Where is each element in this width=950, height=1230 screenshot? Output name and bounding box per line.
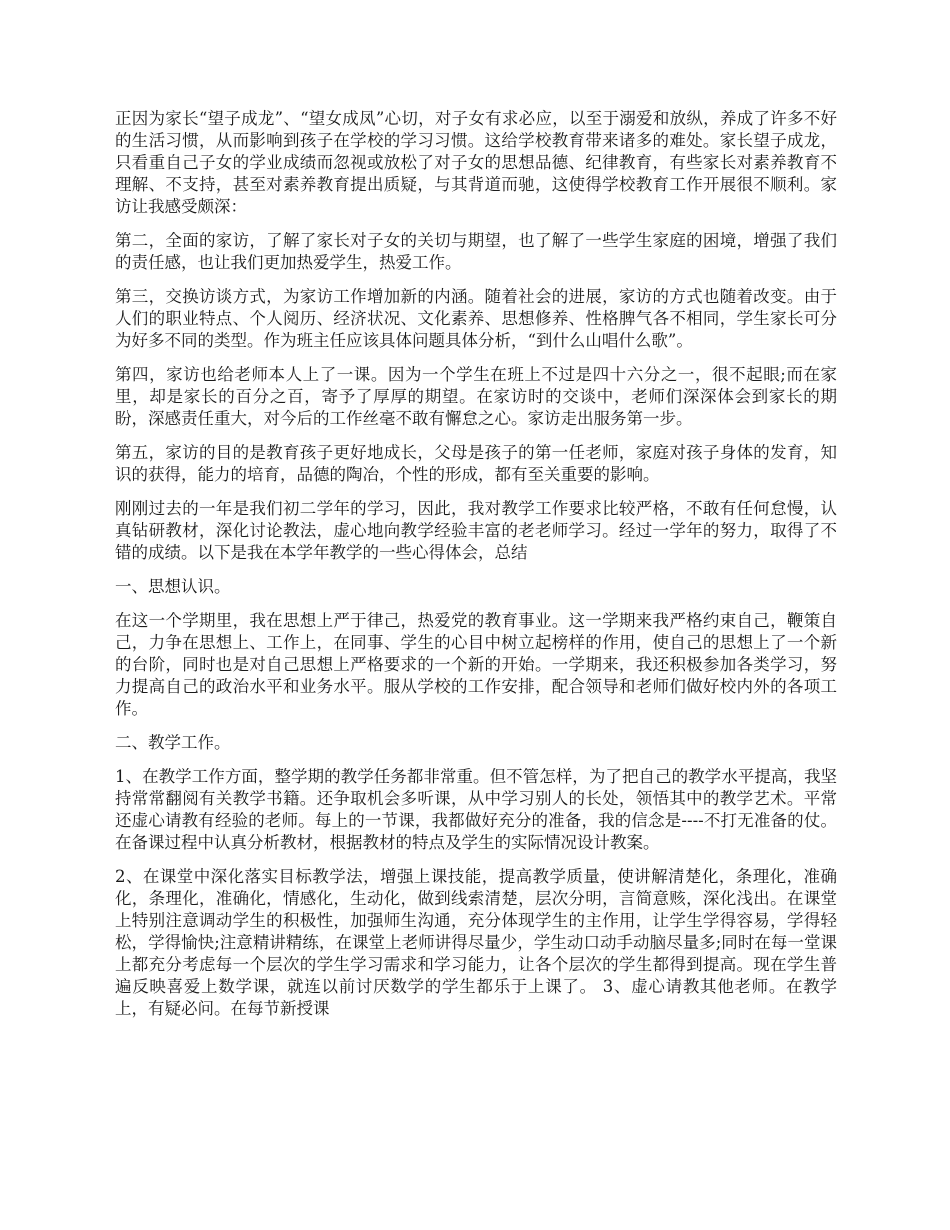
paragraph-teaching-item-1: 1、在教学工作方面，整学期的教学任务都非常重。但不管怎样，为了把自己的教学水平提高，我坚持常常翻阅有关教学书籍。还争取机会多听课，从中学习别人的长处，领悟其中的教学艺术。平常还虚心请教有经验的老师。每上的一节课，我都做好充分的准备，我的信念是----不打无准备的仗。在备课过程中认真分析教材，根据教材的特点及学生的实际情况设计教案。 (115, 767, 837, 852)
paragraph-third-point: 第三，交换访谈方式，为家访工作增加新的内涵。随着社会的进展，家访的方式也随着改变。由于人们的职业特点、个人阅历、经济状况、文化素养、思想修养、性格脾气各不相同，学生家长可分为好多不同的类型。作为班主任应该具体问题具体分析，“到什么山唱什么歌”。 (115, 287, 837, 350)
paragraph-ideology: 在这一个学期里，我在思想上严于律己，热爱党的教育事业。这一学期来我严格约束自己，鞭策自己，力争在思想上、工作上，在同事、学生的心目中树立起榜样的作用，使自己的思想上了一个新的台阶，同时也是对自己思想上严格要求的一个新的开始。一学期来，我还积极参加各类学习，努力提高自己的政治水平和业务水平。服从学校的工作安排，配合领导和老师们做好校内外的各项工作。 (115, 611, 837, 718)
paragraph-parental-expectations: 正因为家长“望子成龙”、“望女成凤”心切，对子女有求必应，以至于溺爱和放纵，养成了许多不好的生活习惯，从而影响到孩子在学校的学习习惯。这给学校教育带来诸多的难处。家长望子成龙，只看重自己子女的学业成绩而忽视或放松了对子女的思想品德、纪律教育，有些家长对素养教育不理解、不支持，甚至对素养教育提出质疑，与其背道而驰，这使得学校教育工作开展很不顺利。家访让我感受颇深： (115, 109, 837, 216)
section-heading-ideology: 一、思想认识。 (115, 577, 231, 596)
paragraph-teaching-item-2: 2、在课堂中深化落实目标教学法，增强上课技能，提高教学质量，使讲解清楚化，条理化，准确化，条理化，准确化，情感化，生动化，做到线索清楚，层次分明，言简意赅，深化浅出。在课堂上特别注意调动学生的积极性，加强师生沟通，充分体现学生的主作用，让学生学得容易，学得轻松，学得愉快;注意精讲精练，在课堂上老师讲得尽量少，学生动口动手动脑尽量多;同时在每一堂课上都充分考虑每一个层次的学生学习需求和学习能力，让各个层次的学生都得到提高。现在学生普遍反映喜爱上数学课，就连以前讨厌数学的学生都乐于上课了。 3、虚心请教其他老师。在教学上，有疑必问。在每节新授课 (115, 867, 837, 1018)
section-heading-teaching: 二、教学工作。 (115, 733, 231, 752)
paragraph-fifth-point: 第五，家访的目的是教育孩子更好地成长，父母是孩子的第一任老师，家庭对孩子身体的发育，知识的获得，能力的培育，品德的陶冶，个性的形成，都有至关重要的影响。 (115, 443, 837, 484)
paragraph-second-point: 第二，全面的家访，了解了家长对子女的关切与期望，也了解了一些学生家庭的困境，增强了我们的责任感，也让我们更加热爱学生，热爱工作。 (115, 231, 837, 272)
paragraph-fourth-point: 第四，家访也给老师本人上了一课。因为一个学生在班上不过是四十六分之一，很不起眼;而在家里，却是家长的百分之百，寄予了厚厚的期望。在家访时的交谈中，老师们深深体会到家长的期盼，深感责任重大，对今后的工作丝毫不敢有懈怠之心。家访走出服务第一步。 (115, 365, 837, 428)
paragraph-year-summary-intro: 刚刚过去的一年是我们初二学年的学习，因此，我对教学工作要求比较严格，不敢有任何怠慢，认真钻研教材，深化讨论教法，虚心地向教学经验丰富的老老师学习。经过一学年的努力，取得了不错的成绩。以下是我在本学年教学的一些心得体会，总结 (115, 499, 837, 562)
document-body (115, 108, 837, 1032)
